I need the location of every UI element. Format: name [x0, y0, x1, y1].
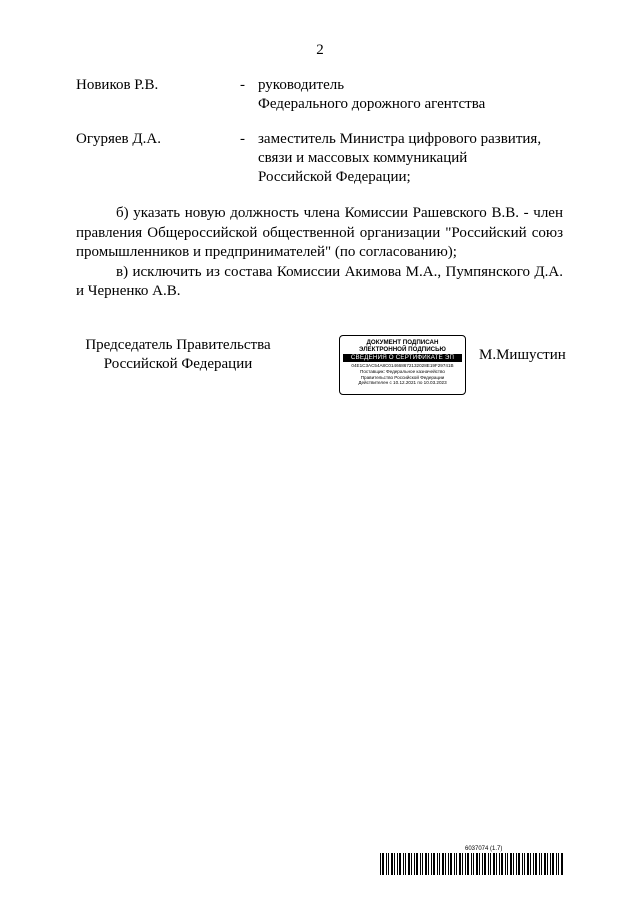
amendments-body	[76, 204, 563, 302]
stamp-line: ДОКУМЕНТ ПОДПИСАН	[366, 339, 439, 346]
member-role-line: Федерального дорожного агентства	[258, 96, 486, 112]
stamp-validity: Действителен с 10.12.2021 по 10.03.2023	[358, 380, 447, 386]
stamp-serial: 04E1C3AC54A8C014668672132028E19F29741B	[351, 363, 454, 368]
stamp-header: СВЕДЕНИЯ О СЕРТИФИКАТЕ ЭП	[343, 354, 462, 362]
member-name: Огуряев Д.А.	[76, 131, 161, 147]
electronic-signature-stamp	[339, 335, 466, 395]
paragraph-v: в) исключить из состава Комиссии Акимова М.А., Пумпянского Д.А. и Черненко А.В.	[76, 263, 563, 299]
page-number: 2	[316, 42, 324, 58]
member-role-line: руководитель	[258, 77, 345, 93]
stamp-line: ЭЛЕКТРОННОЙ ПОДПИСЬЮ	[359, 346, 446, 353]
document-code: 6037074 (1.7)	[465, 846, 503, 852]
signatory-title-line: Председатель Правительства	[85, 337, 271, 353]
barcode-icon	[380, 853, 564, 875]
stamp-owner: Правительство Российской Федерации	[360, 374, 445, 380]
member-role-line: заместитель Министра цифрового развития,	[258, 131, 542, 147]
member-name: Новиков Р.В.	[76, 77, 159, 93]
member-dash: -	[240, 131, 245, 147]
signatory-title	[78, 336, 278, 374]
member-role-line: связи и массовых коммуникаций	[258, 150, 468, 166]
member-dash: -	[240, 77, 245, 93]
member-role-line: Российской Федерации;	[258, 169, 411, 185]
paragraph-b: б) указать новую должность члена Комиссии Рашевского В.В. - член правления Общероссийской общественной организации "Российский союз промышленников и предпринимателей" (по согласованию);	[76, 205, 563, 260]
signatory-title-line: Российской Федерации	[103, 356, 253, 372]
signatory-name: М.Мишустин	[479, 347, 566, 363]
stamp-issuer: Поставщик: Федеральное казначейство	[360, 368, 445, 374]
